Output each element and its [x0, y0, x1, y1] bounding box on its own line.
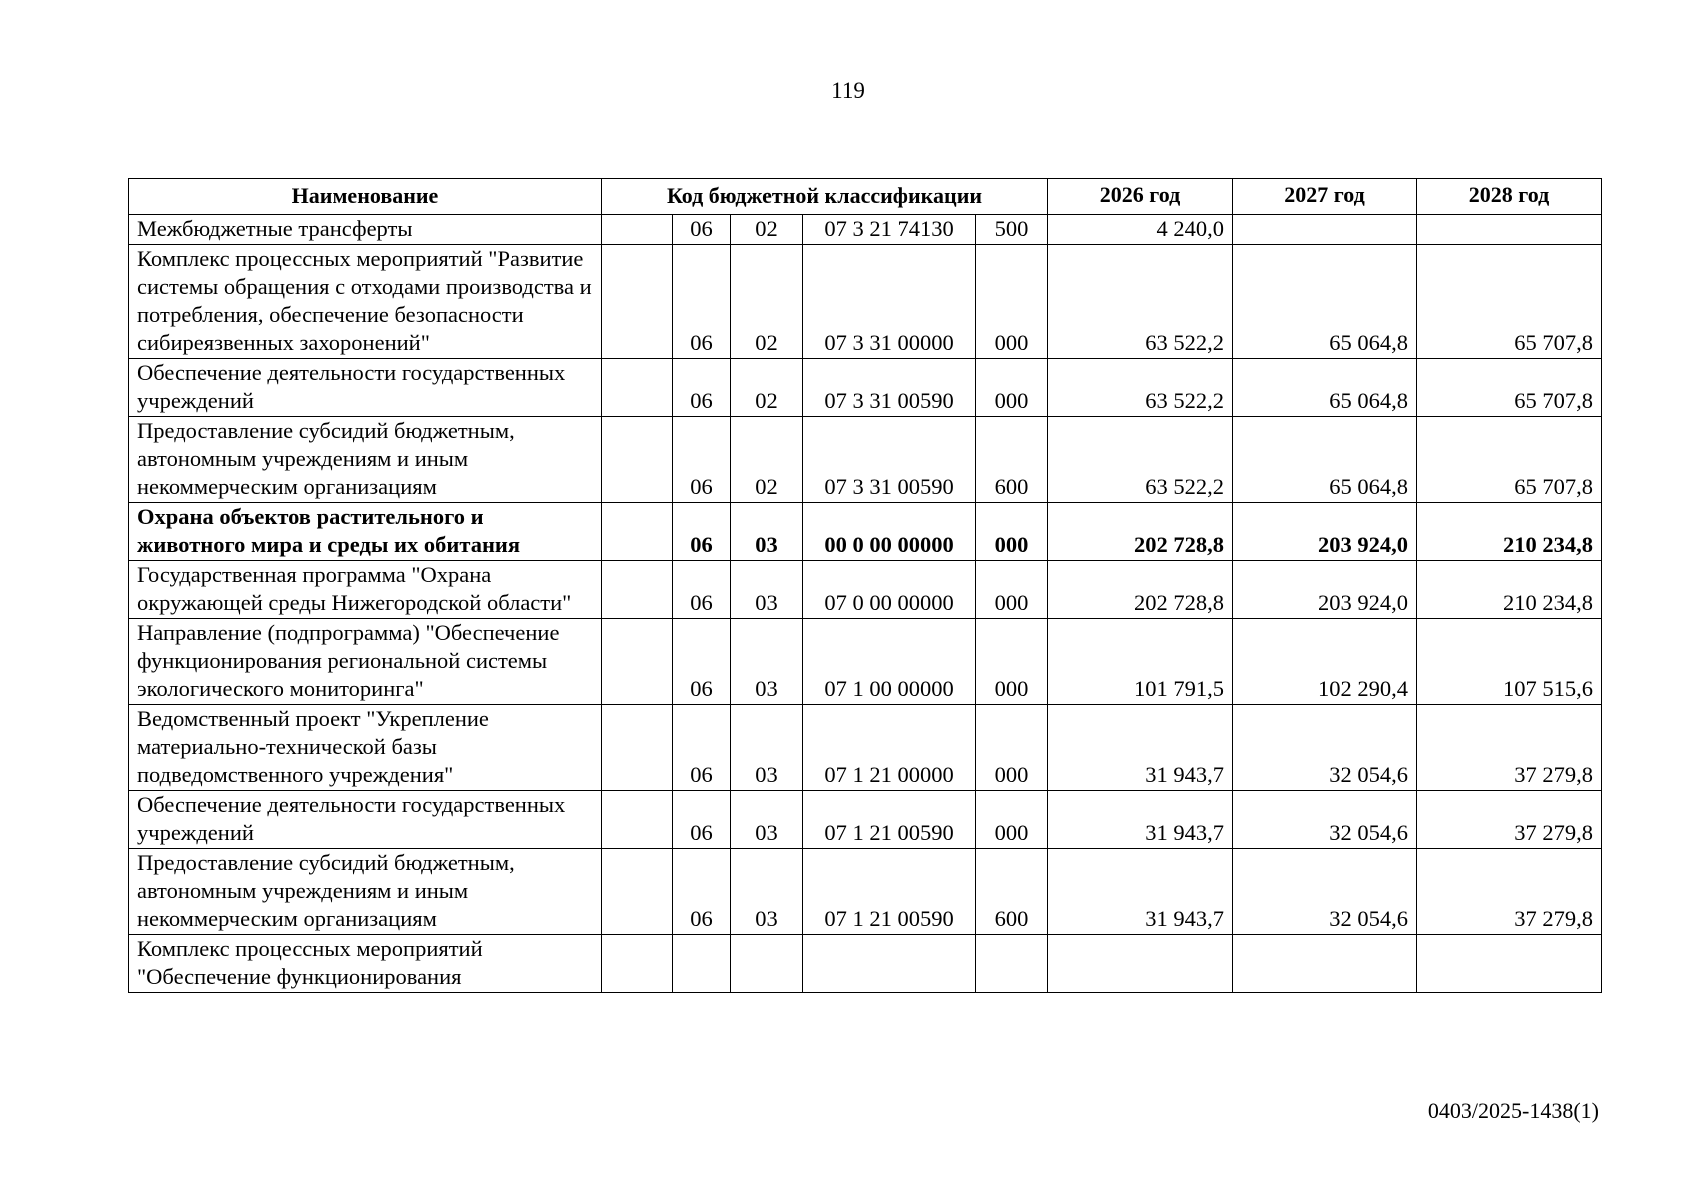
row-amount-2026: 4 240,0 — [1048, 215, 1233, 245]
row-amount-2027: 32 054,6 — [1233, 705, 1417, 791]
page-number: 119 — [831, 78, 865, 103]
table-row — [129, 561, 1602, 619]
row-amount-2027: 203 924,0 — [1233, 561, 1417, 619]
row-subsection-code: 03 — [731, 849, 803, 935]
row-amount-2027: 65 064,8 — [1233, 359, 1417, 417]
row-amount-2028: 65 707,8 — [1417, 359, 1602, 417]
row-amount-2026: 202 728,8 — [1048, 561, 1233, 619]
header-name: Наименование — [129, 179, 602, 215]
row-amount-2028: 210 234,8 — [1417, 561, 1602, 619]
row-name: Обеспечение деятельности государственных учреждений — [129, 791, 602, 849]
row-name: Предоставление субсидий бюджетным, автономным учреждениям и иным некоммерческим организациям — [129, 849, 602, 935]
row-name: Комплекс процессных мероприятий "Обеспечение функционирования — [129, 935, 602, 993]
row-blank-cell — [602, 619, 673, 705]
row-amount-2028 — [1417, 215, 1602, 245]
row-amount-2026: 31 943,7 — [1048, 705, 1233, 791]
row-section-code: 06 — [673, 417, 731, 503]
row-expense-type-code: 000 — [976, 561, 1048, 619]
row-amount-2028: 37 279,8 — [1417, 791, 1602, 849]
row-name: Комплекс процессных мероприятий "Развитие системы обращения с отходами производства и потребления, обеспечение безопасности сибиреязвенных захоронений" — [129, 245, 602, 359]
row-section-code: 06 — [673, 215, 731, 245]
header-2026: 2026 год — [1048, 179, 1233, 215]
row-target-article-code: 07 3 31 00590 — [803, 417, 976, 503]
row-expense-type-code: 600 — [976, 417, 1048, 503]
row-section-code: 06 — [673, 705, 731, 791]
row-name: Обеспечение деятельности государственных учреждений — [129, 359, 602, 417]
row-amount-2027: 203 924,0 — [1233, 503, 1417, 561]
row-amount-2027: 65 064,8 — [1233, 417, 1417, 503]
row-name: Государственная программа "Охрана окружающей среды Нижегородской области" — [129, 561, 602, 619]
row-name: Межбюджетные трансферты — [129, 215, 602, 245]
row-amount-2027: 32 054,6 — [1233, 849, 1417, 935]
row-name: Направление (подпрограмма) "Обеспечение функционирования региональной системы экологического мониторинга" — [129, 619, 602, 705]
row-amount-2026: 63 522,2 — [1048, 245, 1233, 359]
row-subsection-code: 03 — [731, 705, 803, 791]
table-row — [129, 215, 1602, 245]
row-target-article-code: 07 3 31 00590 — [803, 359, 976, 417]
header-code: Код бюджетной классификации — [602, 179, 1048, 215]
row-expense-type-code: 000 — [976, 359, 1048, 417]
row-amount-2026: 63 522,2 — [1048, 417, 1233, 503]
header-2027: 2027 год — [1233, 179, 1417, 215]
row-section-code: 06 — [673, 619, 731, 705]
table-row — [129, 245, 1602, 359]
row-blank-cell — [602, 791, 673, 849]
row-amount-2026: 31 943,7 — [1048, 849, 1233, 935]
row-amount-2028: 65 707,8 — [1417, 245, 1602, 359]
table-row — [129, 503, 1602, 561]
row-blank-cell — [602, 849, 673, 935]
table-body — [129, 215, 1602, 993]
row-target-article-code: 07 3 31 00000 — [803, 245, 976, 359]
row-amount-2026: 63 522,2 — [1048, 359, 1233, 417]
row-subsection-code: 02 — [731, 417, 803, 503]
row-expense-type-code: 000 — [976, 705, 1048, 791]
row-subsection-code — [731, 935, 803, 993]
row-amount-2028: 65 707,8 — [1417, 417, 1602, 503]
row-amount-2026: 31 943,7 — [1048, 791, 1233, 849]
row-section-code: 06 — [673, 245, 731, 359]
row-amount-2026: 101 791,5 — [1048, 619, 1233, 705]
row-subsection-code: 02 — [731, 245, 803, 359]
row-target-article-code: 00 0 00 00000 — [803, 503, 976, 561]
row-target-article-code: 07 0 00 00000 — [803, 561, 976, 619]
row-expense-type-code: 000 — [976, 503, 1048, 561]
row-blank-cell — [602, 359, 673, 417]
row-target-article-code: 07 3 21 74130 — [803, 215, 976, 245]
row-amount-2027: 102 290,4 — [1233, 619, 1417, 705]
row-name: Ведомственный проект "Укрепление материально-технической базы подведомственного учреждения" — [129, 705, 602, 791]
row-subsection-code: 03 — [731, 503, 803, 561]
row-subsection-code: 02 — [731, 215, 803, 245]
row-expense-type-code: 500 — [976, 215, 1048, 245]
row-expense-type-code: 000 — [976, 619, 1048, 705]
row-amount-2027 — [1233, 935, 1417, 993]
row-amount-2028: 210 234,8 — [1417, 503, 1602, 561]
row-name: Охрана объектов растительного и животного мира и среды их обитания — [129, 503, 602, 561]
row-subsection-code: 02 — [731, 359, 803, 417]
table-row — [129, 791, 1602, 849]
row-section-code — [673, 935, 731, 993]
table-row — [129, 417, 1602, 503]
row-amount-2027: 32 054,6 — [1233, 791, 1417, 849]
row-blank-cell — [602, 215, 673, 245]
row-blank-cell — [602, 245, 673, 359]
row-expense-type-code: 000 — [976, 245, 1048, 359]
row-blank-cell — [602, 503, 673, 561]
row-target-article-code: 07 1 21 00590 — [803, 791, 976, 849]
table-row — [129, 359, 1602, 417]
header-2028: 2028 год — [1417, 179, 1602, 215]
table-row — [129, 705, 1602, 791]
row-section-code: 06 — [673, 791, 731, 849]
row-amount-2028: 37 279,8 — [1417, 849, 1602, 935]
row-target-article-code: 07 1 21 00000 — [803, 705, 976, 791]
row-amount-2028 — [1417, 935, 1602, 993]
document-id: 0403/2025-1438(1) — [1427, 1098, 1599, 1123]
table-header-row — [129, 179, 1602, 215]
row-amount-2028: 107 515,6 — [1417, 619, 1602, 705]
row-target-article-code: 07 1 00 00000 — [803, 619, 976, 705]
row-subsection-code: 03 — [731, 619, 803, 705]
row-blank-cell — [602, 561, 673, 619]
budget-table — [128, 178, 1602, 993]
table-row — [129, 935, 1602, 993]
row-amount-2028: 37 279,8 — [1417, 705, 1602, 791]
row-name: Предоставление субсидий бюджетным, автономным учреждениям и иным некоммерческим организациям — [129, 417, 602, 503]
row-subsection-code: 03 — [731, 561, 803, 619]
table-row — [129, 849, 1602, 935]
table-row — [129, 619, 1602, 705]
row-expense-type-code: 600 — [976, 849, 1048, 935]
row-blank-cell — [602, 705, 673, 791]
row-amount-2027 — [1233, 215, 1417, 245]
row-blank-cell — [602, 417, 673, 503]
row-amount-2026 — [1048, 935, 1233, 993]
row-section-code: 06 — [673, 849, 731, 935]
row-target-article-code: 07 1 21 00590 — [803, 849, 976, 935]
row-section-code: 06 — [673, 561, 731, 619]
row-target-article-code — [803, 935, 976, 993]
row-section-code: 06 — [673, 359, 731, 417]
row-expense-type-code — [976, 935, 1048, 993]
row-expense-type-code: 000 — [976, 791, 1048, 849]
row-amount-2027: 65 064,8 — [1233, 245, 1417, 359]
row-blank-cell — [602, 935, 673, 993]
row-amount-2026: 202 728,8 — [1048, 503, 1233, 561]
row-subsection-code: 03 — [731, 791, 803, 849]
row-section-code: 06 — [673, 503, 731, 561]
